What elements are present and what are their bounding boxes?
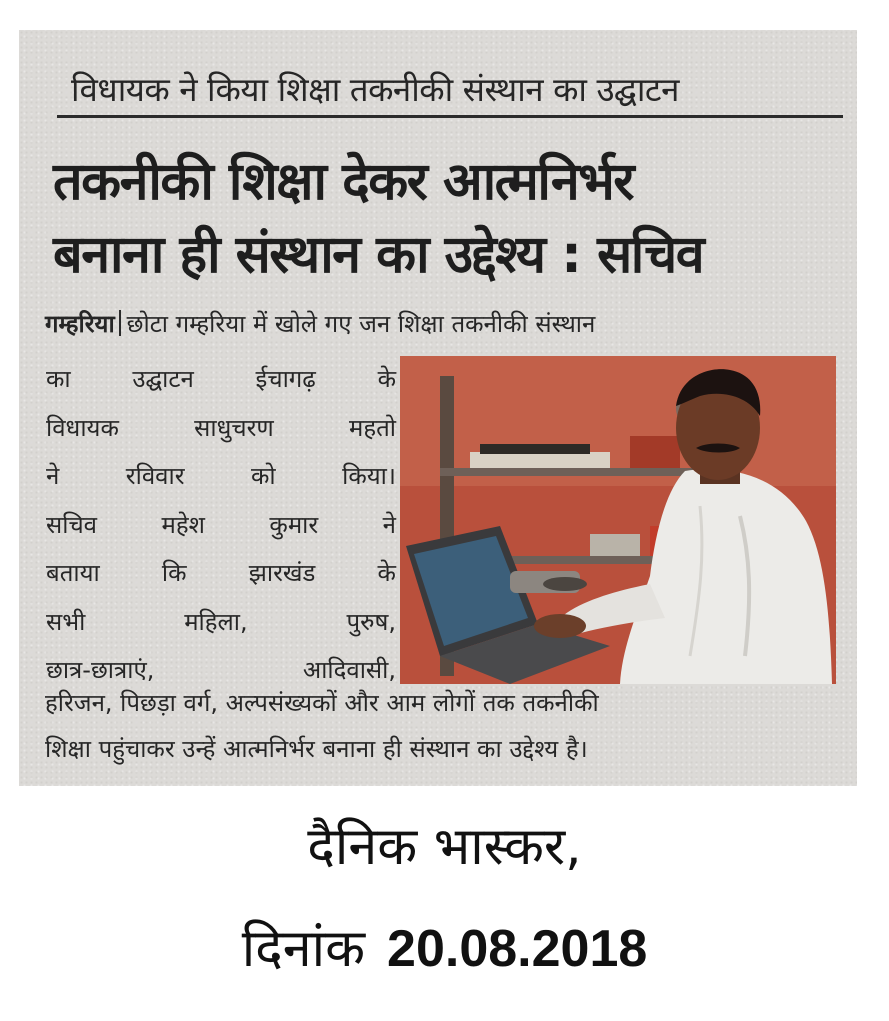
lead-text: छोटा गम्हरिया में खोले गए जन शिक्षा तकनीकी संस्थान xyxy=(126,310,596,338)
man-at-laptop-photo xyxy=(400,356,836,684)
column-line: सचिव महेश कुमार ने xyxy=(46,510,396,539)
body-full-line: हरिजन, पिछड़ा वर्ग, अल्पसंख्यकों और आम लोगों तक तकनीकी xyxy=(45,689,599,717)
newspaper-name: दैनिक भास्कर, xyxy=(307,817,582,877)
newspaper-clipping xyxy=(19,30,857,786)
date-value: 20.08.2018 xyxy=(387,920,648,978)
column-line: विधायक साधुचरण महतो xyxy=(46,413,396,442)
headline-line-1: तकनीकी शिक्षा देकर आत्मनिर्भर xyxy=(53,152,634,212)
dateline: गम्हरिया xyxy=(45,310,115,338)
headline-line-2: बनाना ही संस्थान का उद्देश्य : सचिव xyxy=(53,225,704,285)
column-line: ने रविवार को किया। xyxy=(46,462,396,490)
publication-date-line xyxy=(0,914,889,984)
dateline-separator xyxy=(119,310,121,336)
column-line: का उद्घाटन ईचागढ़ के xyxy=(46,365,396,393)
date-label: दिनांक xyxy=(241,919,366,979)
photo-illustration xyxy=(400,356,836,684)
kicker-headline: विधायक ने किया शिक्षा तकनीकी संस्थान का उद्घाटन xyxy=(71,70,679,109)
column-line: बताया कि झारखंड के xyxy=(46,559,396,587)
kicker-underline xyxy=(57,115,843,118)
main-headline xyxy=(53,146,843,292)
column-line: छात्र-छात्राएं, आदिवासी, xyxy=(46,656,396,684)
body-full-line: शिक्षा पहुंचाकर उन्हें आत्मनिर्भर बनाना ही संस्थान का उद्देश्य है। xyxy=(45,735,588,763)
column-line: सभी महिला, पुरुष, xyxy=(46,607,396,636)
wrapped-column-text xyxy=(46,355,396,695)
lead-paragraph-line xyxy=(45,307,595,341)
